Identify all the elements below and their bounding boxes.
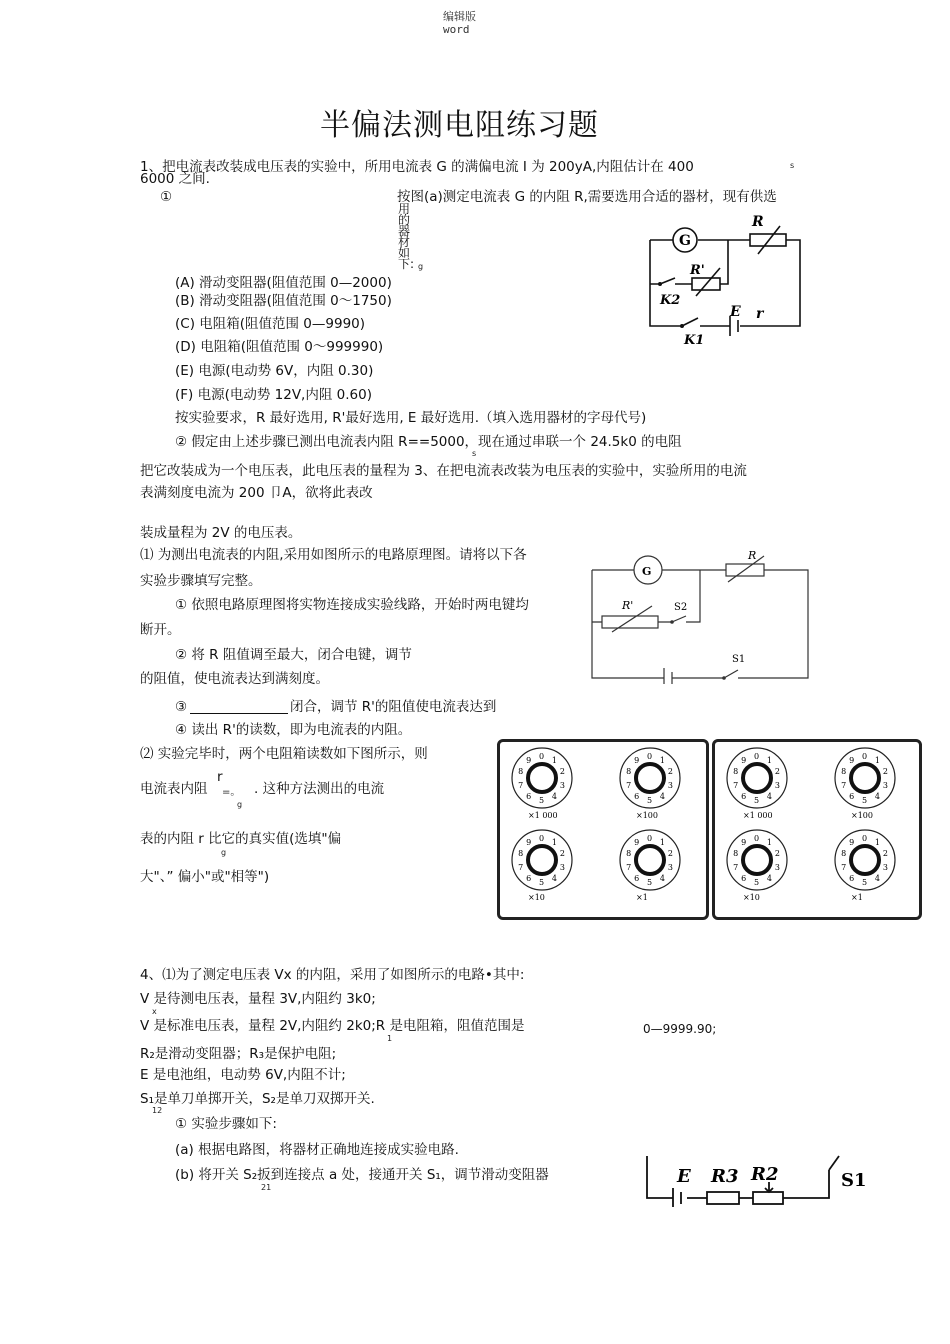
dial-digit: 5: [647, 878, 653, 887]
dial-digit: 6: [849, 791, 855, 801]
dial-digit: 2: [882, 849, 889, 859]
q3-p2c: 表的内阻 r 比它的真实值(选填"偏: [140, 831, 342, 847]
header-line1: 编辑版: [443, 10, 476, 23]
dial-digit: 8: [733, 767, 739, 777]
dial-digit: 0: [647, 752, 653, 761]
dial-digit: 5: [539, 796, 545, 805]
q3-p1b: 实验步骤填写完整。: [140, 573, 262, 589]
q3-step1b: 断开。: [140, 622, 181, 638]
q1-vertical-text: 用的器材如下:: [398, 202, 415, 271]
dial-knob: [851, 764, 879, 792]
q4-step-a: (a) 根据电路图，将器材正确地连接成实验电路.: [175, 1142, 459, 1158]
q3-p2b-a: 电流表内阻: [140, 781, 208, 797]
dial-digit: 3: [667, 862, 674, 872]
dial-digit: 8: [626, 849, 632, 859]
dials-left: [500, 742, 706, 917]
dial-digit: 2: [774, 767, 781, 777]
dial-knob: [636, 764, 664, 792]
dial-knob: [743, 846, 771, 874]
q1-part2-sub: s: [472, 449, 477, 458]
dial-knob: [743, 764, 771, 792]
dial-digit: 9: [526, 756, 532, 766]
q4-line6: S₁是单刀单掷开关，S₂是单刀双掷开关.: [140, 1091, 375, 1107]
dial-digit: 3: [774, 862, 781, 872]
dial-digit: 1: [659, 756, 666, 766]
q4-line3: V 是标准电压表，量程 2V,内阻约 2k0;R 是电阻箱，阻值范围是: [140, 1018, 525, 1034]
q1-vertical-tail: g: [418, 262, 424, 271]
circuit-c-s1: S1: [841, 1170, 867, 1191]
dial-digit: 1: [766, 838, 773, 848]
q3-step4: ④ 读出 R'的读数，即为电流表的内阻。: [175, 722, 412, 738]
q1-line1: 1、把电流表改装成电压表的实验中，所用电流表 G 的满偏电流 I 为 200yA,内阻估计在 400: [140, 159, 694, 175]
dial-digit: 5: [754, 796, 760, 805]
dial-digit: 2: [559, 849, 566, 859]
dial-digit: 6: [634, 791, 640, 801]
q3-p2b-sub: g: [237, 800, 243, 809]
q3-p2d: 大"、” 偏小"或"相等"): [140, 869, 270, 885]
circuit-a-e: E: [730, 304, 741, 320]
q1-line2: 6000 之间.: [140, 171, 210, 187]
dial-digit: 1: [659, 838, 666, 848]
q3-p2b-eq: =。: [222, 787, 241, 798]
dial-digit: 6: [526, 873, 532, 883]
dial-multiplier-label: ×1 000: [743, 811, 773, 820]
dial-digit: 9: [634, 838, 640, 848]
dial-digit: 5: [862, 796, 868, 805]
circuit-a-rp: R': [690, 263, 705, 278]
dial-digit: 0: [539, 752, 545, 761]
dial-digit: 4: [874, 791, 881, 801]
circuit-c-r2: R2: [751, 1164, 779, 1185]
dial-digit: 7: [518, 780, 524, 790]
dial-digit: 0: [754, 752, 760, 761]
dial-digit: 3: [559, 862, 566, 872]
dial-digit: 8: [518, 767, 524, 777]
circuit-b-s1: S1: [732, 654, 746, 665]
dial-digit: 2: [774, 849, 781, 859]
q3-step2b: 的阻值，使电流表达到满刻度。: [140, 671, 329, 687]
q1-intro-right: 按图(a)测定电流表 G 的内阻 R,需要选用合适的器材，现有供选: [397, 189, 777, 205]
circuit-a-internal-r: r: [756, 306, 764, 322]
dial-digit: 3: [882, 862, 889, 872]
dial-digit: 0: [862, 752, 868, 761]
q1-option-b: (B) 滑动变阻器(阻值范围 0〜1750): [175, 293, 392, 309]
dial-digit: 9: [634, 756, 640, 766]
dial-digit: 5: [539, 878, 545, 887]
q4-line6-sub: 12: [152, 1106, 163, 1115]
q4-line5: E 是电池组，电动势 6V,内阻不计;: [140, 1067, 346, 1083]
circuit-b-r: R: [748, 549, 757, 562]
circuit-a-k2: K2: [660, 293, 681, 308]
q1-circle1: ①: [160, 189, 173, 205]
q1-choose: 按实验要求，R 最好选用, R'最好选用, E 最好选用.（填入选用器材的字母代号): [175, 410, 647, 426]
dial-digit: 7: [518, 862, 524, 872]
dial-digit: 2: [882, 767, 889, 777]
q3-p1: ⑴ 为测出电流表的内阻,采用如图所示的电路原理图。请将以下各: [140, 547, 527, 563]
dial-knob: [528, 764, 556, 792]
circuit-a-k1: K1: [684, 333, 705, 347]
dial-digit: 4: [766, 791, 773, 801]
q4-line3-right: 0—9999.90;: [643, 1022, 717, 1036]
circuit-c-diagram: [643, 1152, 868, 1207]
dial-multiplier-label: ×10: [743, 893, 760, 902]
q4-steps-title: ① 实验步骤如下:: [175, 1116, 277, 1132]
circuit-b-rp: R': [622, 599, 634, 612]
dial-digit: 0: [862, 834, 868, 843]
dial-digit: 8: [733, 849, 739, 859]
circuit-a-diagram: [640, 212, 820, 347]
q1-option-a: (A) 滑动变阻器(阻值范围 0—2000): [175, 275, 392, 291]
q3-step3-blank[interactable]: [190, 713, 288, 714]
dial-digit: 7: [841, 862, 847, 872]
page-title: 半偏法测电阻练习题: [320, 108, 599, 143]
dial-digit: 8: [518, 849, 524, 859]
circuit-b-diagram: [588, 546, 813, 684]
resistance-box-left: [497, 739, 709, 920]
circuit-a-r: R: [752, 214, 764, 230]
dial-digit: 6: [634, 873, 640, 883]
dial-digit: 2: [559, 767, 566, 777]
dial-digit: 4: [874, 873, 881, 883]
dial-digit: 0: [754, 834, 760, 843]
dial-digit: 1: [874, 756, 881, 766]
dial-digit: 1: [766, 756, 773, 766]
dial-digit: 7: [626, 780, 632, 790]
dial-digit: 9: [741, 838, 747, 848]
q1-line1-tail: s: [790, 161, 795, 170]
dial-digit: 3: [882, 780, 889, 790]
dial-digit: 8: [841, 849, 847, 859]
dial-digit: 1: [551, 838, 558, 848]
dial-multiplier-label: ×1 000: [528, 811, 558, 820]
dials-right: [715, 742, 919, 917]
dial-multiplier-label: ×1: [636, 893, 648, 902]
dial-digit: 3: [667, 780, 674, 790]
circuit-c-r3: R3: [711, 1166, 739, 1187]
q3-p2: ⑵ 实验完毕时，两个电阻箱读数如下图所示，则: [140, 746, 428, 762]
dial-digit: 0: [539, 834, 545, 843]
dial-digit: 9: [849, 838, 855, 848]
dial-multiplier-label: ×10: [528, 893, 545, 902]
dial-digit: 2: [667, 767, 674, 777]
q3-step1: ① 依照电路原理图将实物连接成实验线路，开始时两电键均: [175, 597, 529, 613]
q4-line2-sub: x: [152, 1007, 157, 1016]
dial-digit: 9: [526, 838, 532, 848]
q1-option-c: (C) 电阻箱(阻值范围 0—9990): [175, 316, 366, 332]
dial-digit: 6: [849, 873, 855, 883]
dial-digit: 6: [741, 791, 747, 801]
dial-digit: 8: [626, 767, 632, 777]
q3-step3-num: ③: [175, 699, 188, 715]
circuit-a-g: G: [679, 233, 691, 249]
dial-knob: [851, 846, 879, 874]
q3-p2b-r: r: [217, 769, 223, 785]
dial-digit: 8: [841, 767, 847, 777]
dial-digit: 4: [766, 873, 773, 883]
q4-step-b-sub: 21: [261, 1183, 272, 1192]
dial-digit: 5: [647, 796, 653, 805]
header-line2: word: [443, 23, 470, 36]
q3-p2c-sub: g: [221, 848, 227, 857]
q1-option-f: (F) 电源(电动势 12V,内阻 0.60): [175, 387, 372, 403]
dial-digit: 4: [659, 791, 666, 801]
circuit-c-e: E: [677, 1166, 691, 1187]
q4-line4: R₂是滑动变阻器；R₃是保护电阻;: [140, 1046, 337, 1062]
dial-digit: 1: [874, 838, 881, 848]
dial-digit: 4: [659, 873, 666, 883]
q1-option-e: (E) 电源(电动势 6V，内阻 0.30): [175, 363, 374, 379]
dial-digit: 3: [774, 780, 781, 790]
circuit-b-g: G: [642, 565, 652, 578]
dial-digit: 6: [526, 791, 532, 801]
q3-step2: ② 将 R 阻值调至最大，闭合电键，调节: [175, 647, 412, 663]
dial-multiplier-label: ×100: [636, 811, 658, 820]
q3-p2b-c: . 这种方法测出的电流: [254, 781, 385, 797]
circuit-b-s2: S2: [674, 602, 688, 613]
dial-digit: 3: [559, 780, 566, 790]
dial-knob: [636, 846, 664, 874]
dial-multiplier-label: ×100: [851, 811, 873, 820]
dial-digit: 7: [733, 862, 739, 872]
dial-digit: 9: [741, 756, 747, 766]
dial-digit: 2: [667, 849, 674, 859]
dial-digit: 7: [841, 780, 847, 790]
dial-digit: 0: [647, 834, 653, 843]
q1-part2: ② 假定由上述步骤已测出电流表内阻 R==5000，现在通过串联一个 24.5k0 的电阻: [175, 434, 682, 450]
dial-digit: 5: [862, 878, 868, 887]
q4-step-b: (b) 将开关 S₂扳到连接点 a 处，接通开关 S₁，调节滑动变阻器: [175, 1167, 549, 1183]
q4-line1: 4、⑴为了测定电压表 Vx 的内阻，采用了如图所示的电路•其中:: [140, 967, 525, 983]
dial-knob: [528, 846, 556, 874]
dial-digit: 1: [551, 756, 558, 766]
q3-line1: 把它改装成为一个电压表，此电压表的量程为 3、在把电流表改装为电压表的实验中，实验所用的电流: [140, 463, 747, 479]
dial-digit: 7: [626, 862, 632, 872]
dial-digit: 4: [551, 873, 558, 883]
dial-digit: 7: [733, 780, 739, 790]
q3-step3-text: 闭合，调节 R'的阻值使电流表达到: [290, 699, 497, 715]
dial-digit: 4: [551, 791, 558, 801]
dial-digit: 5: [754, 878, 760, 887]
q4-line2: V 是待测电压表，量程 3V,内阻约 3k0;: [140, 991, 376, 1007]
resistance-box-right: [712, 739, 922, 920]
q3-line3: 装成量程为 2V 的电压表。: [140, 525, 302, 541]
dial-digit: 9: [849, 756, 855, 766]
q4-line3-sub: 1: [387, 1034, 393, 1043]
dial-digit: 6: [741, 873, 747, 883]
q1-option-d: (D) 电阻箱(阻值范围 0〜999990): [175, 339, 384, 355]
q3-line2: 表满刻度电流为 200 卩A，欲将此表改: [140, 485, 373, 501]
dial-multiplier-label: ×1: [851, 893, 863, 902]
